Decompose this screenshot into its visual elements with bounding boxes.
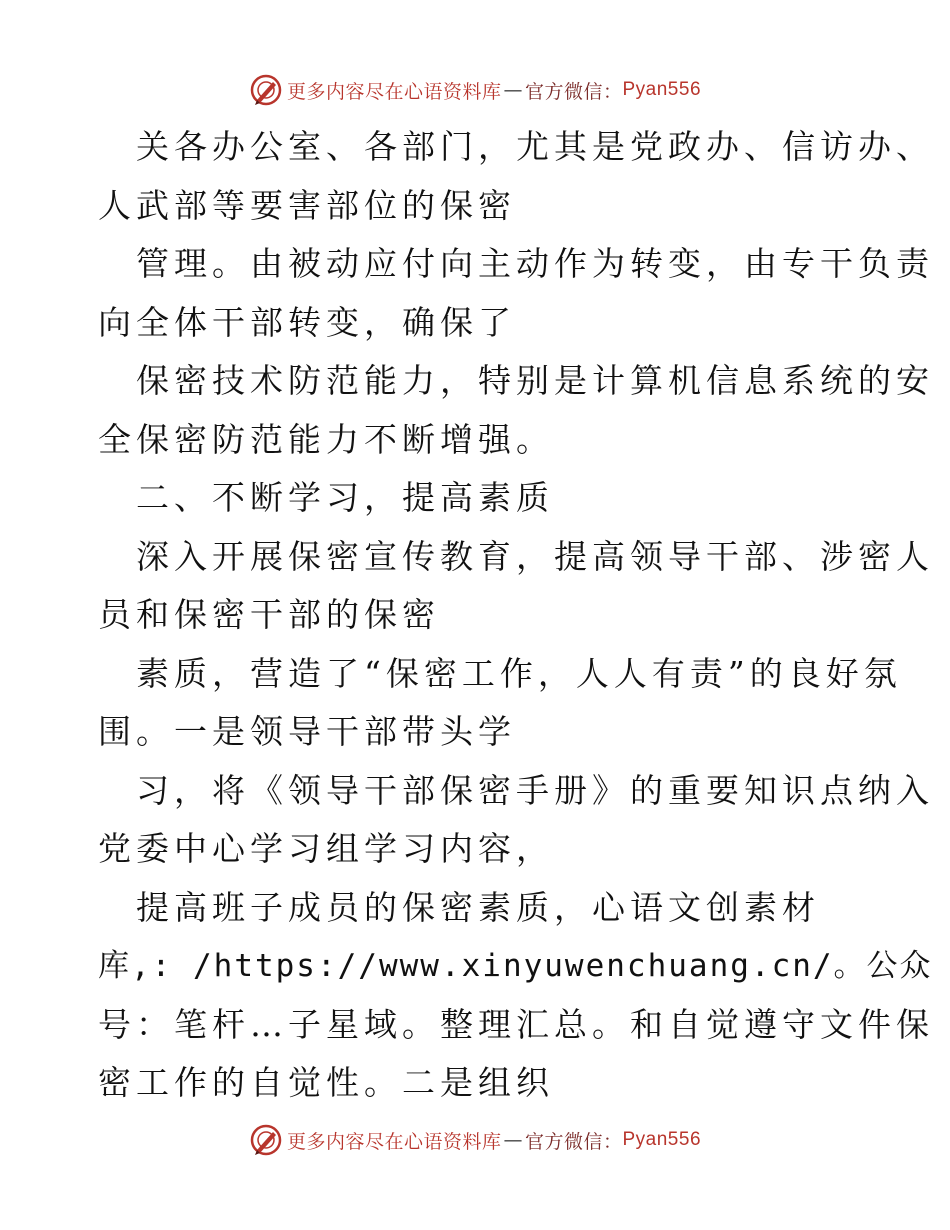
text-line: 员和保密干部的保密 (98, 595, 440, 634)
text-line: 人武部等要害部位的保密 (98, 185, 516, 225)
document-body (98, 118, 934, 1113)
text-line: 保密技术防范能力，特别是计算机信息系统的安 (136, 361, 934, 400)
text-line: 密工作的自觉性。二是组织 (98, 1063, 554, 1102)
banner-wechat-id: Pyan556 (622, 1129, 702, 1150)
text-line: 素质，营造了“保密工作，人人有责”的良好氛 (136, 653, 902, 693)
text-line: 习，将《领导干部保密手册》的重要知识点纳入 (136, 770, 934, 810)
text-line: 全保密防范能力不断增强。 (98, 419, 554, 459)
banner-brand: 更多内容尽在心语资料库 (286, 80, 502, 103)
text-line: 围。一是领导干部带头学 (98, 712, 516, 751)
text-line: 关各办公室、各部门，尤其是党政办、信访办、 (136, 127, 934, 166)
text-line: 号：笔杆…子星域。整理汇总。和自觉遵守文件保 (98, 1004, 934, 1044)
header-watermark (0, 70, 950, 110)
section-heading: 二、不断学习，提高素质 (136, 478, 554, 517)
banner-wechat-label: 官方微信： (524, 80, 623, 103)
banner-dash: — (503, 79, 523, 101)
footer-watermark (0, 1120, 950, 1160)
pen-logo-icon (249, 1123, 283, 1157)
text-line: 党委中心学习组学习内容， (98, 829, 554, 868)
url-line: 库,: /https://www.xinyuwenchuang.cn/。公众 (98, 948, 933, 984)
text-line: 管理。由被动应付向主动作为转变，由专干负责 (136, 244, 934, 283)
banner-brand: 更多内容尽在心语资料库 (286, 1130, 502, 1153)
pen-logo-icon (249, 73, 283, 107)
banner-wechat-label: 官方微信： (524, 1130, 623, 1153)
text-line: 提高班子成员的保密素质，心语文创素材 (136, 887, 820, 927)
banner-dash: — (503, 1129, 523, 1151)
banner-wechat-id: Pyan556 (622, 79, 702, 100)
text-line: 向全体干部转变，确保了 (98, 302, 516, 342)
text-line: 深入开展保密宣传教育，提高领导干部、涉密人 (136, 536, 934, 576)
